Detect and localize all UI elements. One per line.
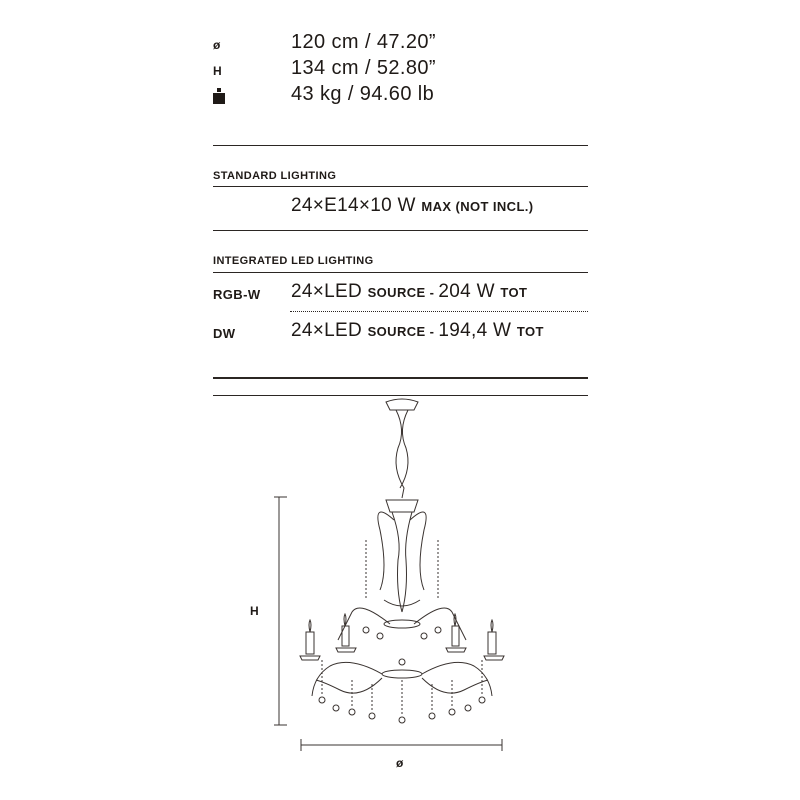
led-separator: -	[425, 324, 439, 339]
height-label: H	[250, 604, 259, 618]
led-separator: -	[425, 285, 439, 300]
standard-lighting-suffix: MAX (NOT INCL.)	[421, 199, 534, 214]
height-value: 134 cm / 52.80”	[291, 57, 436, 79]
height-symbol: H	[213, 64, 223, 78]
led-source-label: SOURCE	[367, 324, 426, 339]
led-tot-label: TOT	[500, 285, 528, 300]
led-source-label: SOURCE	[367, 285, 426, 300]
led-lighting-title: INTEGRATED LED LIGHTING	[213, 255, 374, 267]
led-count: 24×LED	[291, 320, 362, 341]
led-count: 24×LED	[291, 281, 362, 302]
led-tot-label: TOT	[516, 324, 544, 339]
standard-lighting-title: STANDARD LIGHTING	[213, 170, 337, 182]
diameter-value: 120 cm / 47.20”	[291, 31, 436, 53]
led-watts: 204 W	[438, 281, 495, 302]
standard-lighting-spec: 24×E14×10 W	[291, 195, 416, 216]
led-row-key: RGB-W	[213, 287, 261, 302]
weight-value: 43 kg / 94.60 lb	[291, 83, 435, 105]
led-row-key: DW	[213, 326, 236, 341]
led-watts: 194,4 W	[438, 320, 512, 341]
diameter-symbol: ø	[213, 38, 221, 52]
diameter-label: ø	[396, 756, 404, 770]
